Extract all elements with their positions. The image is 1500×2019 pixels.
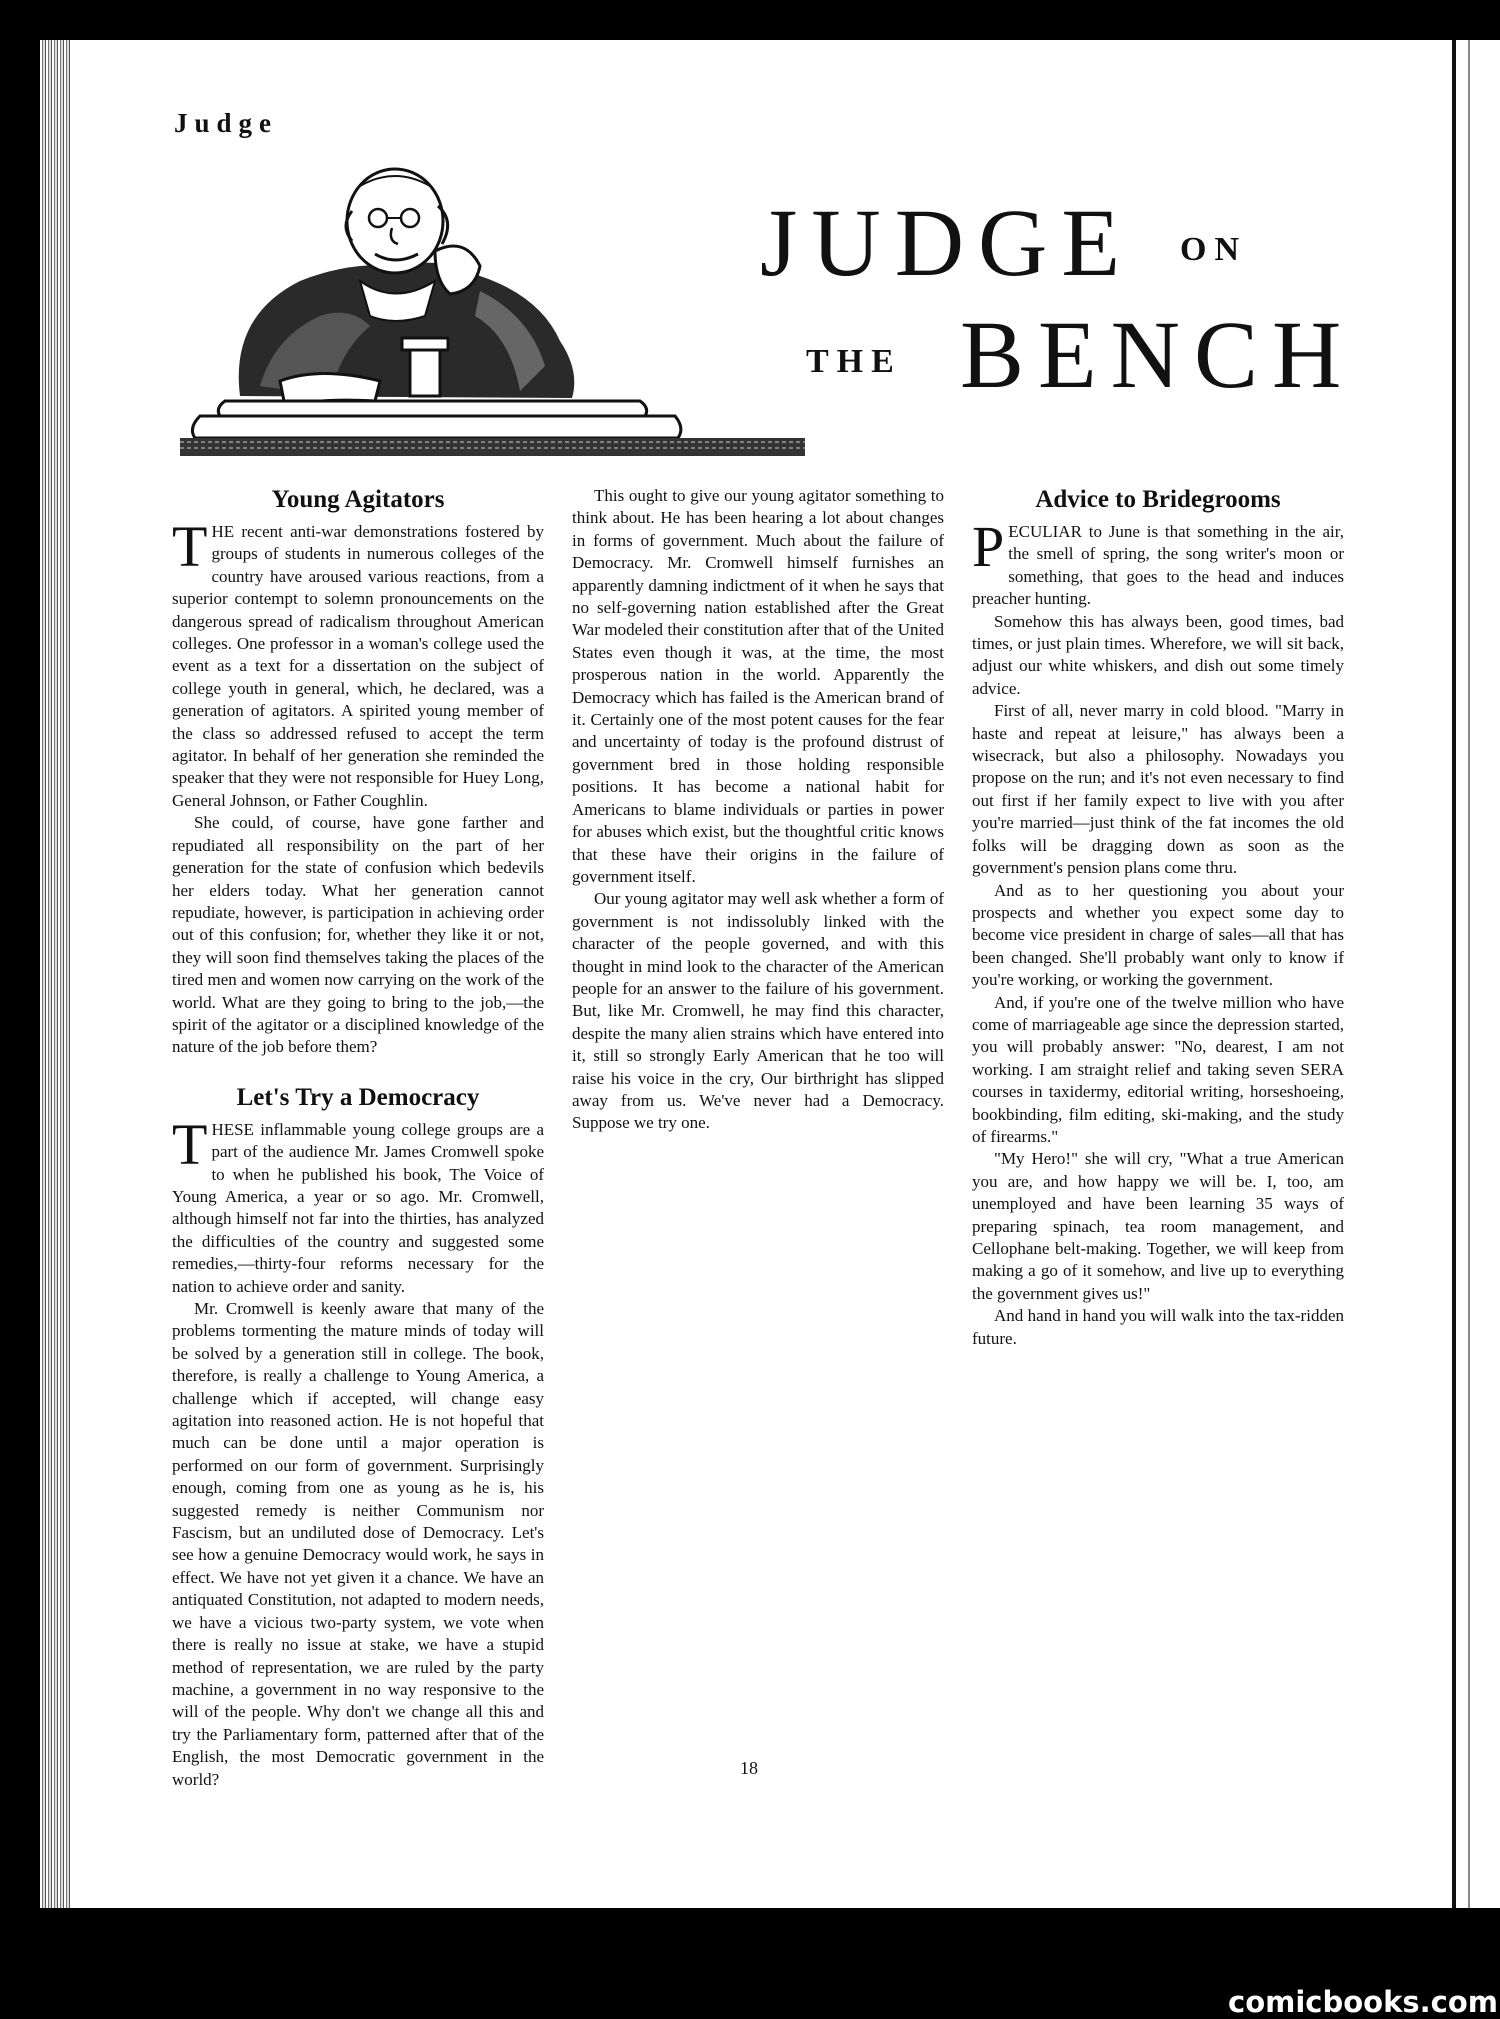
paragraph: Somehow this has always been, good times, bad times, or just plain times. Wherefore, we will sit back, adjust our white whiskers, and dish out some timely advice. <box>972 611 1344 698</box>
column-2 <box>572 485 944 1135</box>
page-edge-stack <box>40 40 70 1908</box>
judge-illustration <box>180 166 810 458</box>
paragraph: Mr. Cromwell is keenly aware that many of the problems tormenting the mature minds of today will be solved by a generation still in college. The book, therefore, is really a challenge to Young America, a challenge which if accepted, will change easy agitation into reasoned action. He is not hopeful that much can be done until a major operation is performed on our form of government. Surprisingly enough, coming from one as young as he is, his suggested remedy is neither Communism nor Fascism, but an undiluted dose of Democracy. Let's see how a genuine Democracy would work, he says in effect. We have not yet given it a chance. We have an antiquated Constitution, not adapted to modern needs, we have a vicious two-party system, we vote when there is really no issue at stake, we have a stupid method of representation, we are ruled by the party machine, a government in no way responsive to the will of the people. Why don't we change all this and try the Parliamentary form, patterned after that of the English, the most Democratic government in the world? <box>172 1299 544 1789</box>
paragraph: And, if you're one of the twelve million who have come of marriageable age since the depression started, you will probably answer: "No, dearest, I am not working. I am straight relief and taking seven SERA courses in taxidermy, editorial writing, horseshoeing, bookbinding, film editing, ski-making, and the study of firearms." <box>972 992 1344 1146</box>
drop-cap: P <box>972 514 1005 579</box>
paragraph: "My Hero!" she will cry, "What a true American you are, and how happy we will be. I, too, am unemployed and have been learning 35 ways of preparing spinach, tea room management, and Cellophane belt-making. Together, we will keep from making a go of it somehow, and live up to everything the government gives us!" <box>972 1149 1344 1303</box>
paragraph: And hand in hand you will walk into the tax-ridden future. <box>972 1306 1344 1348</box>
column-1 <box>172 485 544 1791</box>
heading-young-agitators: Young Agitators <box>271 486 445 513</box>
heading-advice-to-bridegrooms: Advice to Bridegrooms <box>1035 486 1281 513</box>
running-head: Judge <box>174 108 279 138</box>
drop-cap: T <box>172 514 208 579</box>
paragraph: First of all, never marry in cold blood. "Marry in haste and repeat at leisure," has always been a wisecrack, but also a philosophy. Nowadays you propose on the run; and it's not even necessary to find out first if her family expect to live with you after you're married—just think of the fat incomes the old folks will be dragging down as soon as the government's pension plans come thru. <box>972 701 1344 878</box>
title-judge: JUDGE <box>760 189 1134 296</box>
paragraph: Our young agitator may well ask whether a form of government is not indissolubly linked with the character of the people governed, and with this thought in mind look to the character of the American people for an answer to the failure of his government. But, like Mr. Cromwell, he may find this character, despite the many alien strains which have entered into it, still so strongly Early American that he too will raise his voice in the cry, Our birthright has slipped away from us. We've never had a Democracy. Suppose we try one. <box>572 889 944 1133</box>
column-3 <box>972 485 1344 1350</box>
title-bench: BENCH <box>960 301 1356 408</box>
title-the: THE <box>806 343 902 380</box>
heading-lets-try-a-democracy: Let's Try a Democracy <box>236 1083 480 1111</box>
paragraph: And as to her questioning you about your prospects and whether you expect some day to become vice president in charge of sales—all that has been changed. She'll probably want only to know if you're working, or working the government. <box>972 880 1344 990</box>
drop-cap: T <box>172 1111 208 1177</box>
paragraph-text: HE recent anti-war demonstrations fostered by groups of students in numerous colleges of the country have aroused various reactions, from a superior contempt to solemn pronouncements on the dangerous spread of radicalism throughout American colleges. One professor in a woman's college used the event as a text for a dissertation on the subject of college youth in general, which, he declared, was a generation of agitators. A spirited young member of the class so addressed refused to accept the term agitator. In behalf of her generation she reminded the speaker that they were not responsible for Huey Long, General Johnson, or Father Coughlin. <box>172 522 544 810</box>
binding-gutter <box>1444 40 1500 1908</box>
paragraph <box>172 1111 544 1298</box>
paragraph: This ought to give our young agitator something to think about. He has been hearing a lot about changes in forms of government. Much about the failure of Democracy. Mr. Cromwell himself furnishes an apparently damning indictment of it when he says that no self-governing nation established after the Great War modeled their constitution after that of the United States even though it was, at the time, the most prosperous nation in the world. Apparently the Democracy which has failed is the American brand of it. Certainly one of the most potent causes for the fear and uncertainty of today is the profound distrust of government bred in those holding responsible positions. It has become a national habit for Americans to blame individuals or parties in power for abuses which exist, but the thoughtful critic knows that these have their origins in the failure of government itself. <box>572 486 944 886</box>
watermark: comicbooks.com <box>1228 1985 1498 2019</box>
title-on: ON <box>1180 231 1247 268</box>
page-number: 18 <box>740 1758 758 1778</box>
paragraph-text: ECULIAR to June is that something in the air, the smell of spring, the song writer's moon or something, that goes to the head and induces preacher hunting. <box>972 522 1344 609</box>
paragraph <box>972 514 1344 611</box>
paragraph-text: HESE inflammable young college groups are a part of the audience Mr. James Cromwell spoke to when he published his book, The Voice of Young America, a year or so ago. Mr. Cromwell, although himself not far into the thirties, has analyzed the difficulties of the country and suggested some remedies,—thirty-four reforms necessary for the nation to achieve order and sanity. <box>172 1119 544 1296</box>
paragraph: She could, of course, have gone farther and repudiated all responsibility on the part of her generation for the state of confusion which bedevils her elders today. What her generation cannot repudiate, however, is participation in achieving order out of this confusion; for, whether they like it or not, they will soon find themselves taking the places of the tired men and women now carrying on the work of the world. What are they going to bring to the job,—the spirit of the agitator or a disciplined knowledge of the nature of the job before them? <box>172 813 544 1057</box>
article-title <box>760 189 1360 425</box>
paragraph <box>172 514 544 812</box>
